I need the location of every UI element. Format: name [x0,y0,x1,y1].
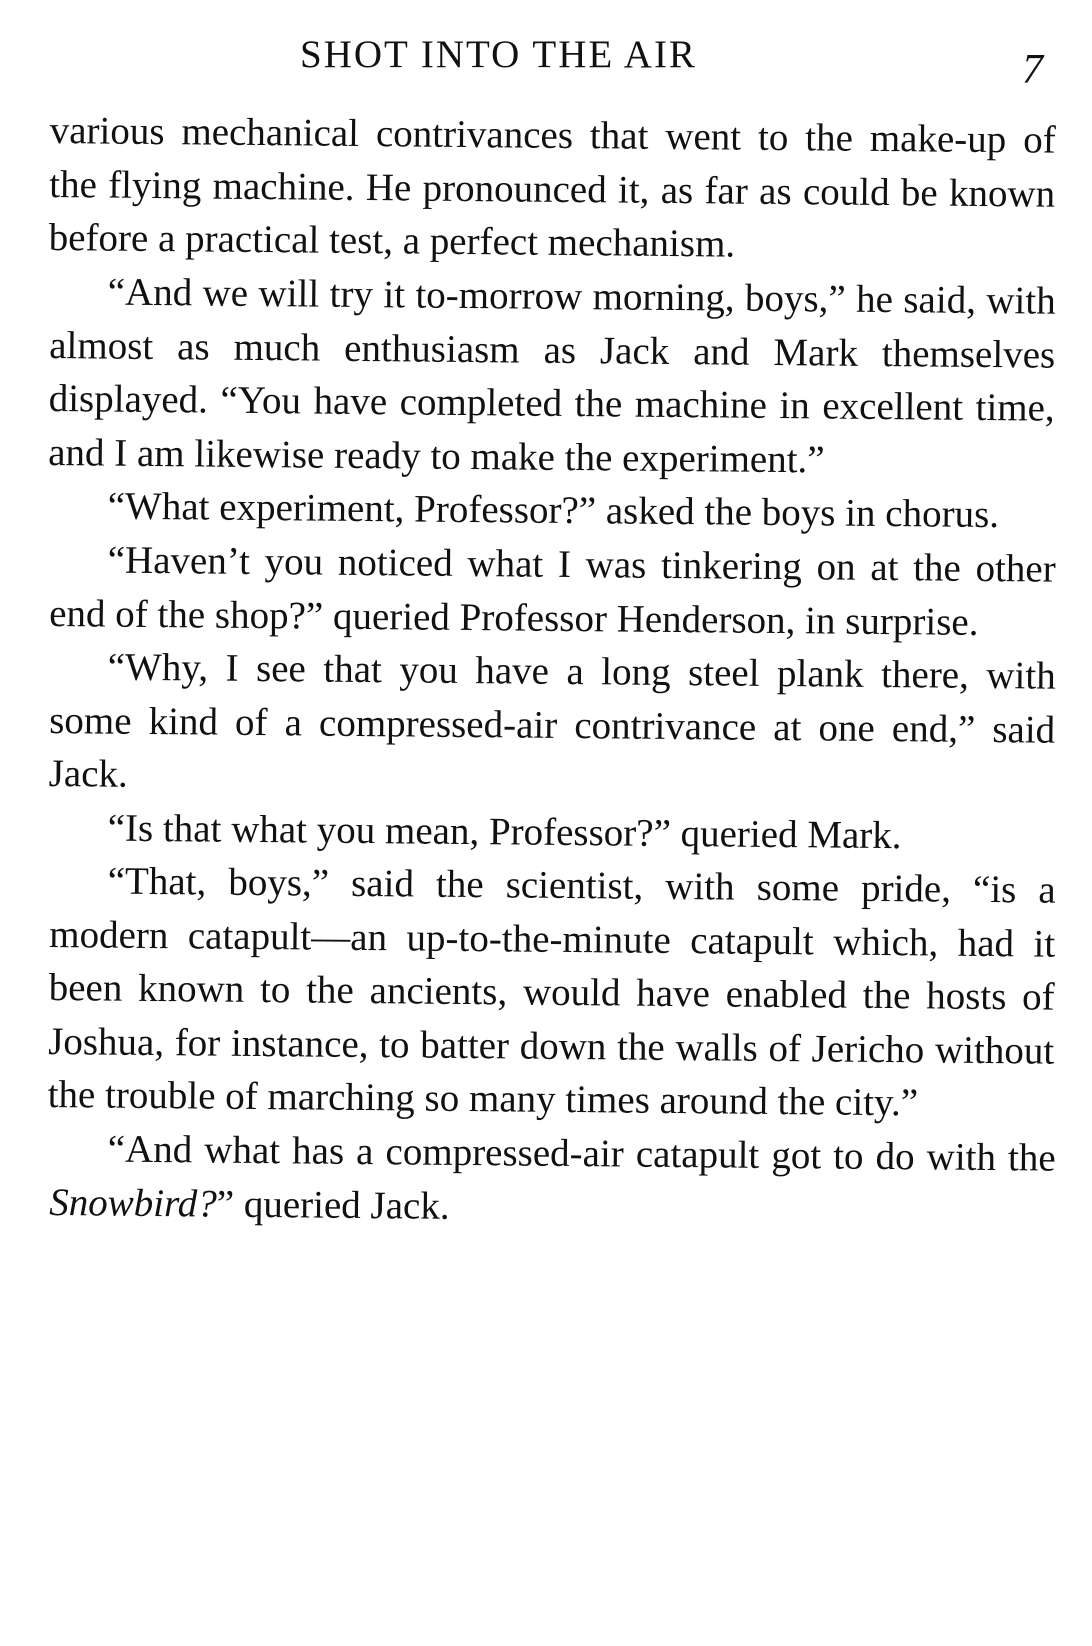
text-run: ” queried Jack. [216,1182,450,1228]
text-run: “Why, I see that you have a long steel plank there, with some kind of a compressed-air contrivance at one end,” said Jack. [48,645,1056,796]
page-number: 7 [1022,47,1043,93]
text-run: “That, boys,” said the scientist, with some pride, “is a modern catapult—an up-to-the-minute catapult which, had it been known to the ancients, would have enabled the hosts of Joshua, for instance, to batter down the walls of Jericho without the trouble of marching so many times around the city.” [47,859,1056,1126]
text-run: “Is that what you mean, Professor?” queried Mark. [107,806,902,857]
paragraph [48,640,1055,810]
running-head [0,26,1092,93]
paragraph [49,533,1056,650]
text-run: various mechanical contrivances that went to the make-up of the flying machine. He pronounced it, as far as could be known before a practical test, a perfect mechanism. [48,108,1056,266]
paragraph [48,265,1056,489]
paragraph [49,479,1055,542]
paragraph [47,854,1056,1132]
paragraph [48,104,1055,274]
running-title: SHOT INTO THE AIR [300,33,697,76]
text-run: “And we will try it to-morrow morning, boys,” he said, with almost as much enthusiasm as Jack and Mark themselves displayed. “You have completed the machine in excellent time, and I am likewise ready to make the experiment.” [47,270,1056,482]
ship-name-italic: Snowbird? [49,1180,218,1226]
text-run: “What experiment, Professor?” asked the boys in chorus. [107,484,1000,537]
text-run: “And what has a compressed-air catapult got to do with the [107,1127,1056,1180]
body-text [47,104,1056,1229]
paragraph [49,1122,1056,1239]
text-run: “Haven’t you noticed what I was tinkering on at the other end of the shop?” queried Professor Henderson, in surprise. [49,538,1056,644]
